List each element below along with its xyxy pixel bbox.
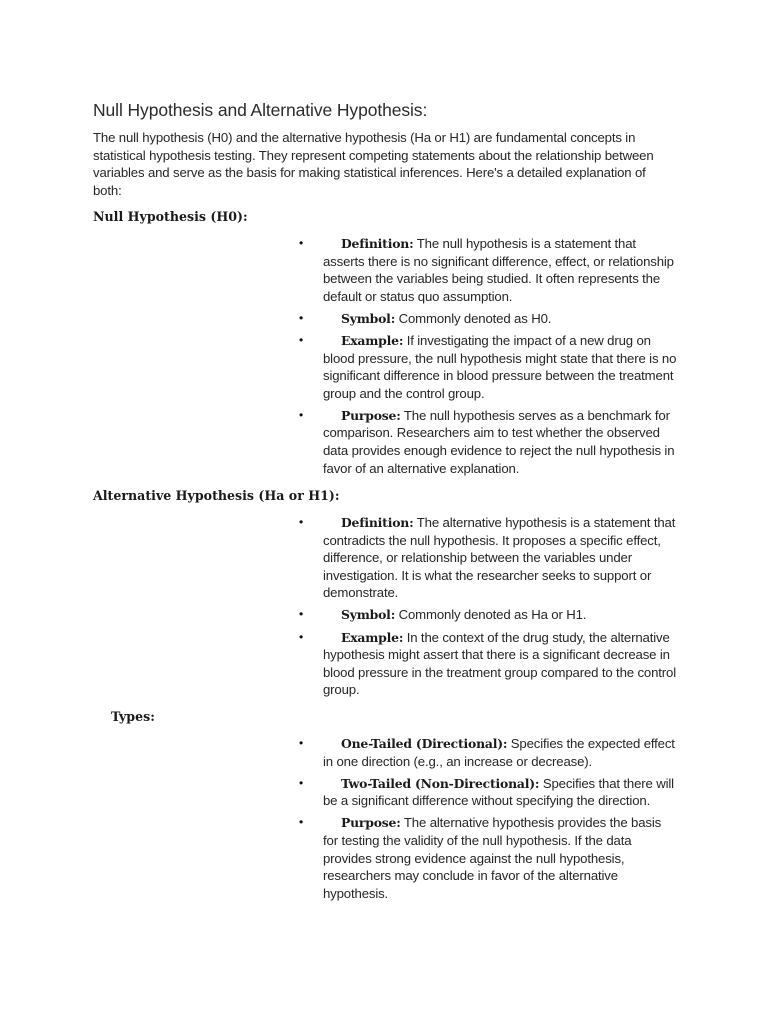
item-term: Symbol:: [341, 607, 396, 623]
item-text: The null hypothesis serves as a benchmark for comparison. Researchers aim to test whether the observed data provides enough evidence to reject the null hypothesis in favor of an alternative explanation.: [323, 407, 675, 476]
types-list: [299, 735, 679, 907]
bullet-icon: •: [299, 736, 304, 750]
item-term: Purpose:: [341, 815, 401, 831]
item-term: Purpose:: [341, 407, 401, 423]
list-item-alt-purpose: [299, 814, 679, 902]
alternative-hypothesis-heading: Alternative Hypothesis (Ha or H1):: [93, 488, 340, 503]
list-item-alt-symbol: [299, 606, 679, 624]
item-text: In the context of the drug study, the alternative hypothesis might assert that there is a significant decrease in blood pressure in the treatment group compared to the control group.: [323, 629, 676, 698]
list-item-alt-definition: [299, 514, 679, 602]
item-term: One-Tailed (Directional):: [341, 736, 508, 751]
bullet-icon: •: [299, 607, 304, 622]
list-item-null-purpose: [299, 407, 679, 477]
alternative-hypothesis-list: [299, 514, 679, 703]
item-term: Definition:: [341, 515, 414, 530]
item-text: If investigating the impact of a new drug on blood pressure, the null hypothesis might state that there is no significant difference in blood pressure between the treatment group and the control group.: [323, 332, 677, 401]
page-title: Null Hypothesis and Alternative Hypothesis:: [93, 100, 428, 120]
item-term: Definition:: [341, 236, 414, 251]
item-text: Commonly denoted as H0.: [398, 310, 552, 326]
intro-paragraph: The null hypothesis (H0) and the alternative hypothesis (Ha or H1) are fundamental concepts in statistical hypothesis testing. They represent competing statements about the relationship between variables and serve as the basis for making statistical inferences. Here's a detailed explanation of both:: [93, 130, 654, 198]
null-hypothesis-list: [299, 235, 679, 482]
bullet-icon: •: [299, 775, 304, 790]
bullet-icon: •: [299, 815, 304, 830]
item-text: Specifies that there will be a significant difference without specifying the direction.: [323, 775, 674, 809]
bullet-icon: •: [299, 629, 304, 644]
bullet-icon: •: [299, 515, 304, 529]
list-item-null-example: [299, 332, 679, 402]
item-text: The alternative hypothesis is a statement that contradicts the null hypothesis. It proposes a specific effect, difference, or relationship between the variables under investigation. It is what the researcher seeks to support or demonstrate.: [323, 515, 676, 601]
list-item-one-tailed: [299, 735, 679, 770]
item-term: Symbol:: [341, 310, 396, 326]
item-text: Specifies the expected effect in one direction (e.g., an increase or decrease).: [323, 736, 675, 769]
bullet-icon: •: [299, 332, 304, 347]
list-item-two-tailed: [299, 775, 679, 810]
null-hypothesis-heading: Null Hypothesis (H0):: [93, 209, 248, 224]
bullet-icon: •: [299, 236, 304, 250]
item-term: Example:: [341, 629, 404, 645]
list-item-null-symbol: [299, 310, 679, 328]
types-heading: Types:: [111, 709, 155, 724]
bullet-icon: •: [299, 407, 304, 422]
item-term: Example:: [341, 332, 404, 348]
list-item-alt-example: [299, 629, 679, 699]
bullet-icon: •: [299, 310, 304, 325]
item-text: The alternative hypothesis provides the basis for testing the validity of the null hypothesis. If the data provides strong evidence against the null hypothesis, researchers may conclude in favor of the alternative hypothesis.: [323, 815, 662, 901]
list-item-null-definition: [299, 235, 679, 305]
item-text: Commonly denoted as Ha or H1.: [398, 607, 587, 623]
item-term: Two-Tailed (Non-Directional):: [341, 775, 540, 791]
item-text: The null hypothesis is a statement that asserts there is no significant difference, effect, or relationship between the variables being studied. It often represents the default or status quo assumption.: [323, 236, 674, 304]
